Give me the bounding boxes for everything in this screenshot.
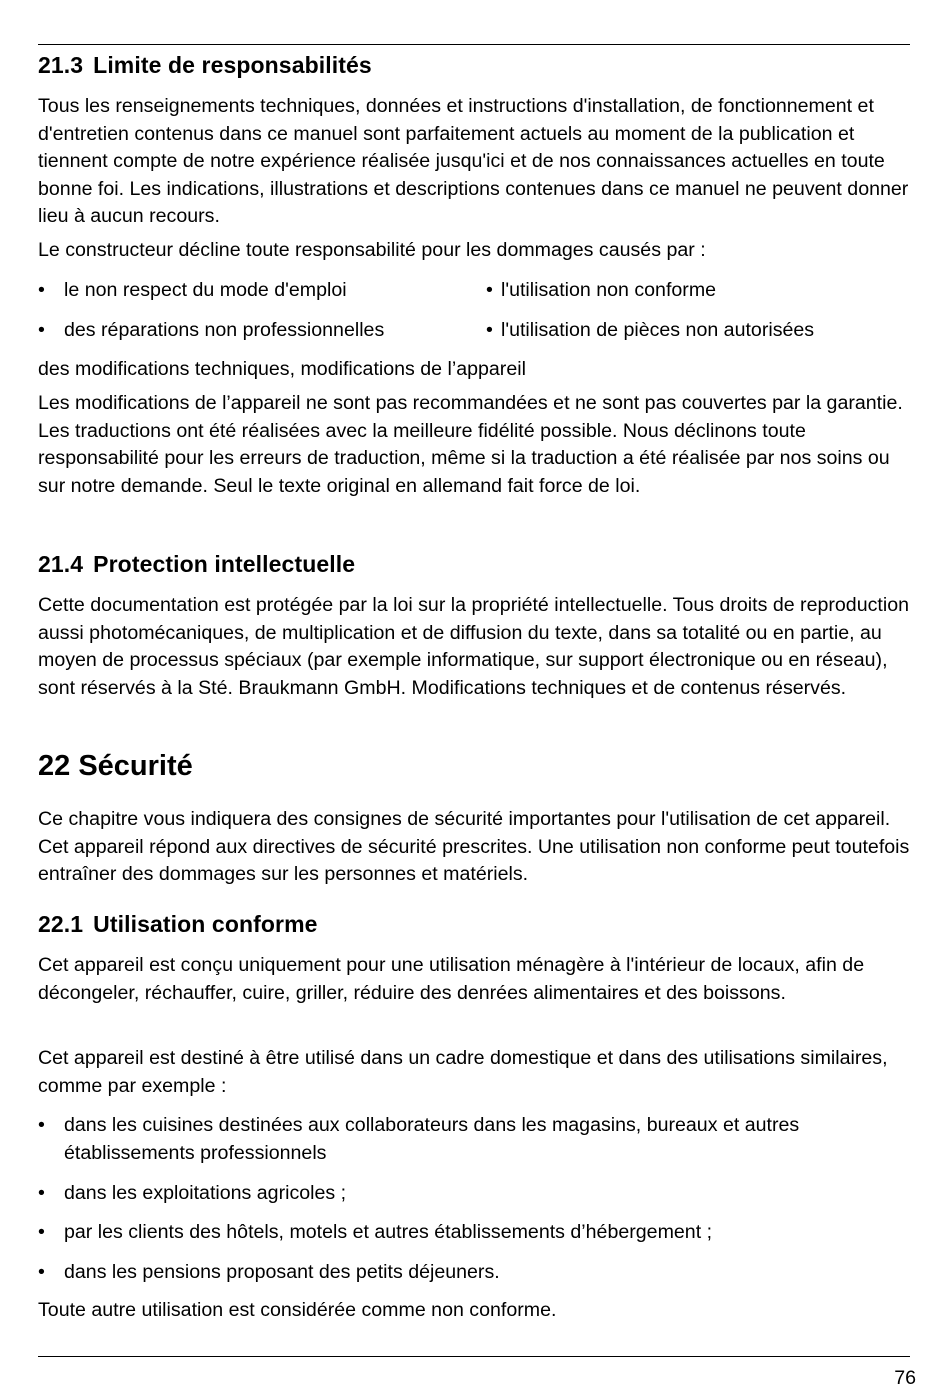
paragraph: Cette documentation est protégée par la loi sur la propriété intellectuelle. Tous droits de reproduction aussi photomécaniques, de multiplication et de diffusion du texte, dans sa totalité ou en partie, au moyen de processus spéciaux (par exemple informatique, sur support électronique ou en réseau), sont réservés à la Sté. Braukmann GmbH. Modifications techniques et de contenus réservés. bbox=[38, 594, 909, 699]
paragraph: Cet appareil est destiné à être utilisé dans un cadre domestique et dans des utilisations similaires, comme par exemple : bbox=[38, 1047, 888, 1097]
bullet-icon: • bbox=[38, 319, 45, 341]
section-number: 21.4 bbox=[38, 551, 84, 577]
section-21-3-heading bbox=[38, 52, 372, 79]
list-item-text: dans les exploitations agricoles ; bbox=[64, 1182, 347, 1204]
bullet-icon: • bbox=[38, 1182, 45, 1204]
list-item-text: dans les cuisines destinées aux collaborateurs dans les magasins, bureaux et autres établissements professionnels bbox=[64, 1114, 800, 1164]
list-item-text: par les clients des hôtels, motels et autres établissements d’hébergement ; bbox=[64, 1221, 713, 1243]
section-number: 22.1 bbox=[38, 911, 84, 937]
bullet-icon: • bbox=[38, 1221, 45, 1243]
list-item bbox=[38, 317, 468, 345]
paragraph: Les modifications de l’appareil ne sont pas recommandées et ne sont pas couvertes par la garantie. Les traductions ont été réalisées avec la meilleure fidélité possible. Nous déclinons toute responsabilité pour les erreurs de traduction, même si la traduction a été réalisée par nos soins ou sur notre demande. Seul le texte original en allemand fait force de loi. bbox=[38, 392, 903, 497]
paragraph: Cet appareil est conçu uniquement pour une utilisation ménagère à l'intérieur de locaux, afin de décongeler, réchauffer, cuire, griller, réduire des denrées alimentaires et des boissons. bbox=[38, 954, 865, 1004]
list-item-text: des réparations non professionnelles bbox=[64, 319, 385, 341]
section-21-4-heading bbox=[38, 551, 355, 578]
bullet-icon: • bbox=[486, 319, 493, 341]
list-item bbox=[486, 317, 906, 345]
bullet-icon: • bbox=[38, 279, 45, 301]
section-title: Utilisation conforme bbox=[93, 911, 318, 937]
bullet-icon: • bbox=[486, 279, 493, 301]
paragraph: Ce chapitre vous indiquera des consignes de sécurité importantes pour l'utilisation de cet appareil. Cet appareil répond aux directives de sécurité prescrites. Une utilisation non conforme peut toutefois entraîner des dommages sur les personnes et matériels. bbox=[38, 808, 910, 885]
chapter-22-heading: 22 Sécurité bbox=[38, 750, 193, 782]
section-title: Protection intellectuelle bbox=[93, 551, 356, 577]
page-number: 76 bbox=[894, 1367, 916, 1389]
section-number: 21.3 bbox=[38, 52, 84, 78]
paragraph: Toute autre utilisation est considérée comme non conforme. bbox=[38, 1299, 557, 1321]
top-rule bbox=[38, 44, 910, 45]
list-item bbox=[38, 1180, 910, 1208]
section-title: Limite de responsabilités bbox=[93, 52, 372, 78]
paragraph: Tous les renseignements techniques, données et instructions d'installation, de fonctionnement et d'entretien contenus dans ce manuel sont parfaitement actuels au moment de la publication et tiennent compte de notre expérience réalisée jusqu'ici et de nos connaissances actuelles en toute bonne foi. Les indications, illustrations et descriptions contenues dans ce manuel ne peuvent donner lieu à aucun recours. bbox=[38, 95, 909, 227]
list-item bbox=[38, 277, 468, 305]
paragraph: Le constructeur décline toute responsabilité pour les dommages causés par : bbox=[38, 239, 706, 261]
list-item-text: le non respect du mode d'emploi bbox=[64, 279, 347, 301]
list-item bbox=[38, 1112, 910, 1167]
list-item-text: l'utilisation non conforme bbox=[501, 279, 717, 301]
bullet-icon: • bbox=[38, 1114, 45, 1136]
list-item bbox=[38, 1259, 910, 1287]
list-item-text: l'utilisation de pièces non autorisées bbox=[501, 319, 815, 341]
bottom-rule bbox=[38, 1356, 910, 1357]
list-item bbox=[486, 277, 906, 305]
list-item bbox=[38, 1219, 910, 1247]
bullet-icon: • bbox=[38, 1261, 45, 1283]
section-22-1-heading bbox=[38, 911, 318, 938]
paragraph: des modifications techniques, modifications de l’appareil bbox=[38, 358, 526, 380]
list-item-text: dans les pensions proposant des petits déjeuners. bbox=[64, 1261, 500, 1283]
